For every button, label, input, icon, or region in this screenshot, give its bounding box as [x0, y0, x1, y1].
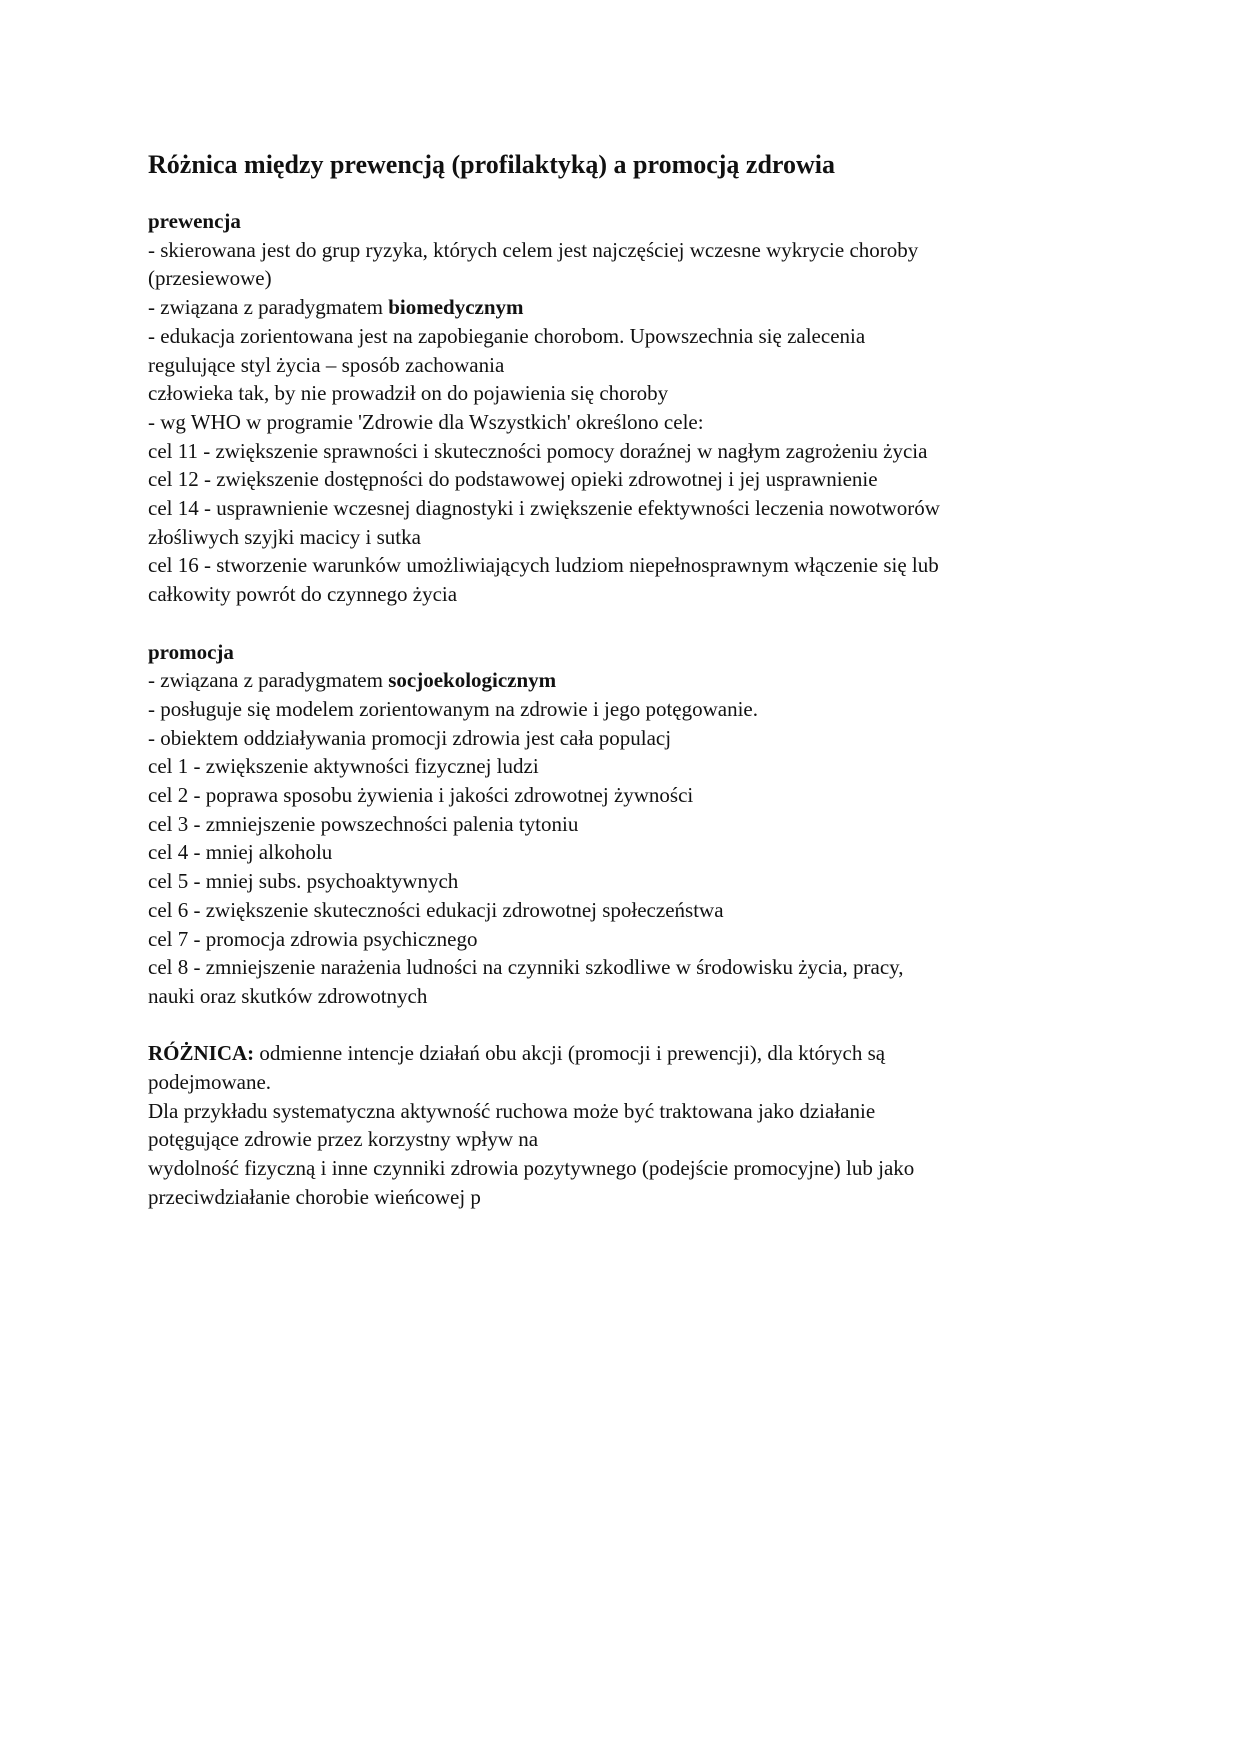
text-line: cel 2 - poprawa sposobu żywienia i jakości zdrowotnej żywności — [148, 783, 694, 808]
text-line: - edukacja zorientowana jest na zapobieganie chorobom. Upowszechnia się zalecenia — [148, 323, 866, 348]
section-heading: promocja — [148, 639, 234, 664]
text-line: cel 4 - mniej alkoholu — [148, 840, 333, 865]
paradigm-bold: biomedycznym — [388, 295, 524, 320]
blank-line — [148, 609, 1108, 638]
text-line: cel 7 - promocja zdrowia psychicznego — [148, 926, 478, 951]
text-line — [148, 293, 1108, 322]
paradigm-prefix: - związana z paradygmatem — [148, 668, 389, 693]
text-line: regulujące styl życia – sposób zachowania — [148, 352, 505, 377]
text-line: - skierowana jest do grup ryzyka, których celem jest najczęściej wczesne wykrycie choroby — [148, 237, 919, 262]
roznica-text: odmienne intencje działań obu akcji (promocji i prewencji), dla których są — [254, 1041, 886, 1066]
text-line: cel 14 - usprawnienie wczesnej diagnostyki i zwiększenie efektywności leczenia nowotworów — [148, 496, 940, 521]
text-line: cel 8 - zmniejszenie narażenia ludności na czynniki szkodliwe w środowisku życia, pracy, — [148, 955, 904, 980]
text-line: - posługuje się modelem zorientowanym na zdrowie i jego potęgowanie. — [148, 696, 758, 721]
document-title: Różnica między prewencją (profilaktyką) a promocją zdrowia — [148, 150, 835, 179]
text-line: cel 3 - zmniejszenie powszechności palenia tytoniu — [148, 811, 579, 836]
text-line: podejmowane. — [148, 1070, 272, 1095]
section-prewencja — [148, 207, 1108, 609]
text-line: cel 6 - zwiększenie skuteczności edukacji zdrowotnej społeczeństwa — [148, 897, 724, 922]
text-line: przeciwdziałanie chorobie wieńcowej p — [148, 1184, 481, 1209]
text-line: cel 11 - zwiększenie sprawności i skuteczności pomocy doraźnej w nagłym zagrożeniu życia — [148, 438, 928, 463]
blank-line — [148, 1011, 1108, 1040]
text-line: potęgujące zdrowie przez korzystny wpływ na — [148, 1127, 539, 1152]
section-roznica — [148, 1039, 1108, 1211]
text-line — [148, 1039, 1108, 1068]
text-line: cel 1 - zwiększenie aktywności fizycznej ludzi — [148, 754, 539, 779]
text-line: cel 12 - zwiększenie dostępności do podstawowej opieki zdrowotnej i jej usprawnienie — [148, 467, 878, 492]
text-line: całkowity powrót do czynnego życia — [148, 582, 458, 607]
text-line: Dla przykładu systematyczna aktywność ruchowa może być traktowana jako działanie — [148, 1098, 876, 1123]
document-page — [148, 148, 1108, 1212]
text-line: złośliwych szyjki macicy i sutka — [148, 524, 421, 549]
text-line — [148, 666, 1108, 695]
text-line: cel 16 - stworzenie warunków umożliwiających ludziom niepełnosprawnym włączenie się lub — [148, 553, 939, 578]
paradigm-bold: socjoekologicznym — [388, 668, 557, 693]
paradigm-prefix: - związana z paradygmatem — [148, 295, 389, 320]
roznica-label: RÓŻNICA: — [148, 1041, 255, 1066]
section-promocja — [148, 638, 1108, 1011]
text-line: - wg WHO w programie 'Zdrowie dla Wszystkich' określono cele: — [148, 409, 704, 434]
text-line: cel 5 - mniej subs. psychoaktywnych — [148, 869, 459, 894]
text-line: wydolność fizyczną i inne czynniki zdrowia pozytywnego (podejście promocyjne) lub jako — [148, 1156, 915, 1181]
section-heading: prewencja — [148, 209, 241, 233]
text-line: nauki oraz skutków zdrowotnych — [148, 983, 428, 1008]
text-line: (przesiewowe) — [148, 266, 272, 291]
text-line: człowieka tak, by nie prowadził on do pojawienia się choroby — [148, 381, 669, 406]
text-line: - obiektem oddziaływania promocji zdrowia jest cała populacj — [148, 725, 672, 750]
